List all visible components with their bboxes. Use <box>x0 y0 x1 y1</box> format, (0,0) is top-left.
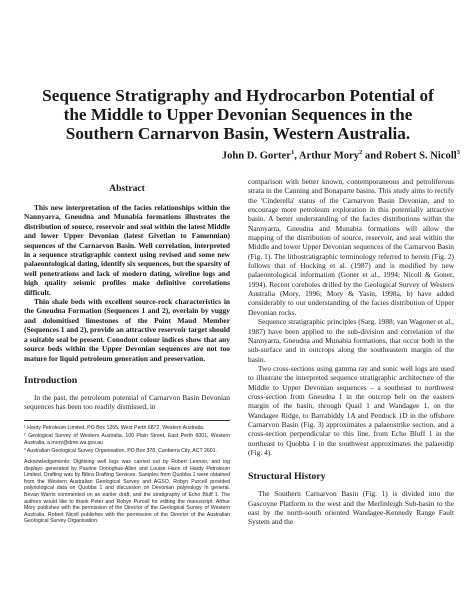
footnote-2: ² Geological Survey of Western Australia, 100 Plain Street, East Perth 6001, Western Australia, a.mory@dme.wa.gov.au <box>24 433 230 446</box>
affiliation-mark-2: 2 <box>359 149 363 156</box>
introduction-paragraph: In the past, the petroleum potential of Carnarvon Basin Devonian sequences has been too readily dismissed, in <box>24 392 230 412</box>
abstract-paragraph-2: Thin shale beds with excellent source-rock characteristics in the Gneudna Formation (Sequences 1 and 2), overlain by vuggy and dolomitised limestones of the Point Maud Member (Sequences 1 and 2), provide an attractive reservoir target should a suitable seal be present. Conodont colour indices show that any source beds within the Upper Devonian sequences are not too mature for liquid petroleum generation and preservation. <box>24 297 230 363</box>
structural-history-heading: Structural History <box>248 471 326 483</box>
intro-continued-paragraph: comparison with better known, contemporaneous and petroliferous strata in the Canning and Bonaparte basins. This study aims to rectify the 'Cinderella' status of the Carnarvon Basin Devonian, and to encourage more petroleum exploration in this potentially attractive basin. A better understanding of the facies distributions within the Nannyarra, Gneudna and Munabia formations will allow the mapping of the distribution of source, reservoir, and seal within the Middle and lower Upper Devonian sequences of the Carnarvon Basin (Fig. 1). The lithostratigraphic terminology referred to herein (Fig. 2) follows that of Hocking et al. (1987) and is modified by new palaeontological information (Goner et al., 1994; Nicoll & Goner, 1994). Recent coreholes drilled by the Geological Survey of Western Australia (Mory, 1996; Mory & Yasin, 1998a, b) have added considerably to our understanding of the facies distribution of Upper Devonian rocks. <box>248 177 454 317</box>
footnote-1: ¹ Hardy Petroleum Limited, PO Box 1265, West Perth 6872, Western Australia. <box>24 424 205 431</box>
affiliation-mark-3: 3 <box>456 149 460 156</box>
title-line-2: the Middle to Upper Devonian Sequences in the <box>63 105 413 124</box>
left-column <box>24 177 230 525</box>
footnote-rule <box>24 420 230 421</box>
right-column <box>248 177 454 527</box>
author-mory: , Arthur Mory <box>294 150 360 162</box>
paper-title <box>26 86 450 143</box>
acknowledgements: Acknowledgements: Digitising well logs was carried out by Robert Lennon, and log displays generated by Pauline Donoghue-Allen and Louise Hann of Hardy Petroleum Limited. Drafting was by Bibra Drafting Services. Samples from Quobba 1 were obtained from the Western Australian Geological Survey and AGSO. Robyn Purcell provided palynological data on Quobba 1 and discussion on Devonian palynology in general. Bevan Warris commented on an earlier draft, and the stratigraphy of Echo Bluff 1. The authors would like to thank Peter and Robyn Purcell for editing the manuscript. Arthur Mory publishes with the permission of the Director of the Geological Survey of Western Australia. Robert Nicoll publishes with the permission of the Director of the Australian Geological Survey Organisation. <box>24 458 230 525</box>
title-line-3: Southern Carnarvon Basin, Western Australia. <box>65 124 411 143</box>
author-line <box>26 146 460 163</box>
footnote-3: ³ Australian Geological Survey Organisation, PO Box 378, Canberra City, ACT 2601. <box>24 448 217 455</box>
introduction-heading: Introduction <box>24 374 78 386</box>
cross-section-paragraph: Two cross-sections using gamma ray and sonic well logs are used to illustrate the interpreted sequence stratigraphic architecture of the Middle to Upper Devonian sequences – a southeast to northwest cross-section from Gneudna 1 in the outcrop belt on the eastern margin of the basin, through Quail 1 and Wandagee 1, on the Wandagee Ridge, to Barrabiddy 1A and Pendock 1D in the offshore Carnarvon Basin (Fig. 3) approximates a palaeostrike section, and a cross-section perpendicular to this line, from Echo Bluff 1 in the northeast to Quobba 1 in the southwest approximates the palaeodip (Fig. 4). <box>248 363 454 457</box>
structural-history-paragraph: The Southern Carnarvon Basin (Fig. 1) is divided into the Gascoyne Platform to the west and the Merlinleigh Sub-basin to the east by the north-south oriented Wandagee-Kennedy Range Fault System and the <box>248 489 454 527</box>
title-line-1: Sequence Stratigraphy and Hydrocarbon Potential of <box>42 86 434 105</box>
abstract-heading: Abstract <box>109 183 145 194</box>
affiliation-mark-1: 1 <box>290 149 295 156</box>
author-gorter: John D. Gorter <box>221 150 291 162</box>
author-nicoll: and Robert S. Nicoll <box>362 150 457 162</box>
sequence-stratigraphy-paragraph: Sequence stratigraphic principles (Sarg, 1988; van Wagoner et al., 1987) have been applied to the sub-division and correlation of the Nannyarra, Gneudna and Munabia formations, that occur both in the sub-surface and in outcrops along the southeastern margin of the basin. <box>248 317 454 364</box>
abstract-paragraph-1: This new interpretation of the facies relationships within the Nannyarra, Gneudna and Munabia formations illustrates the distribution of source, reservoir and seal within the latest Middle and lower Upper Devonian (latest Givetian to Famennian) sequences of the Carnarvon Basin. Well correlation, interpreted in a sequence stratigraphic context using revised and some new palaeontological dating, identify six sequences, but the sparsity of well penetrations and lack of modern dating, wireline logs and high quality seismic profiles make definitive correlations difficult. <box>24 203 230 297</box>
